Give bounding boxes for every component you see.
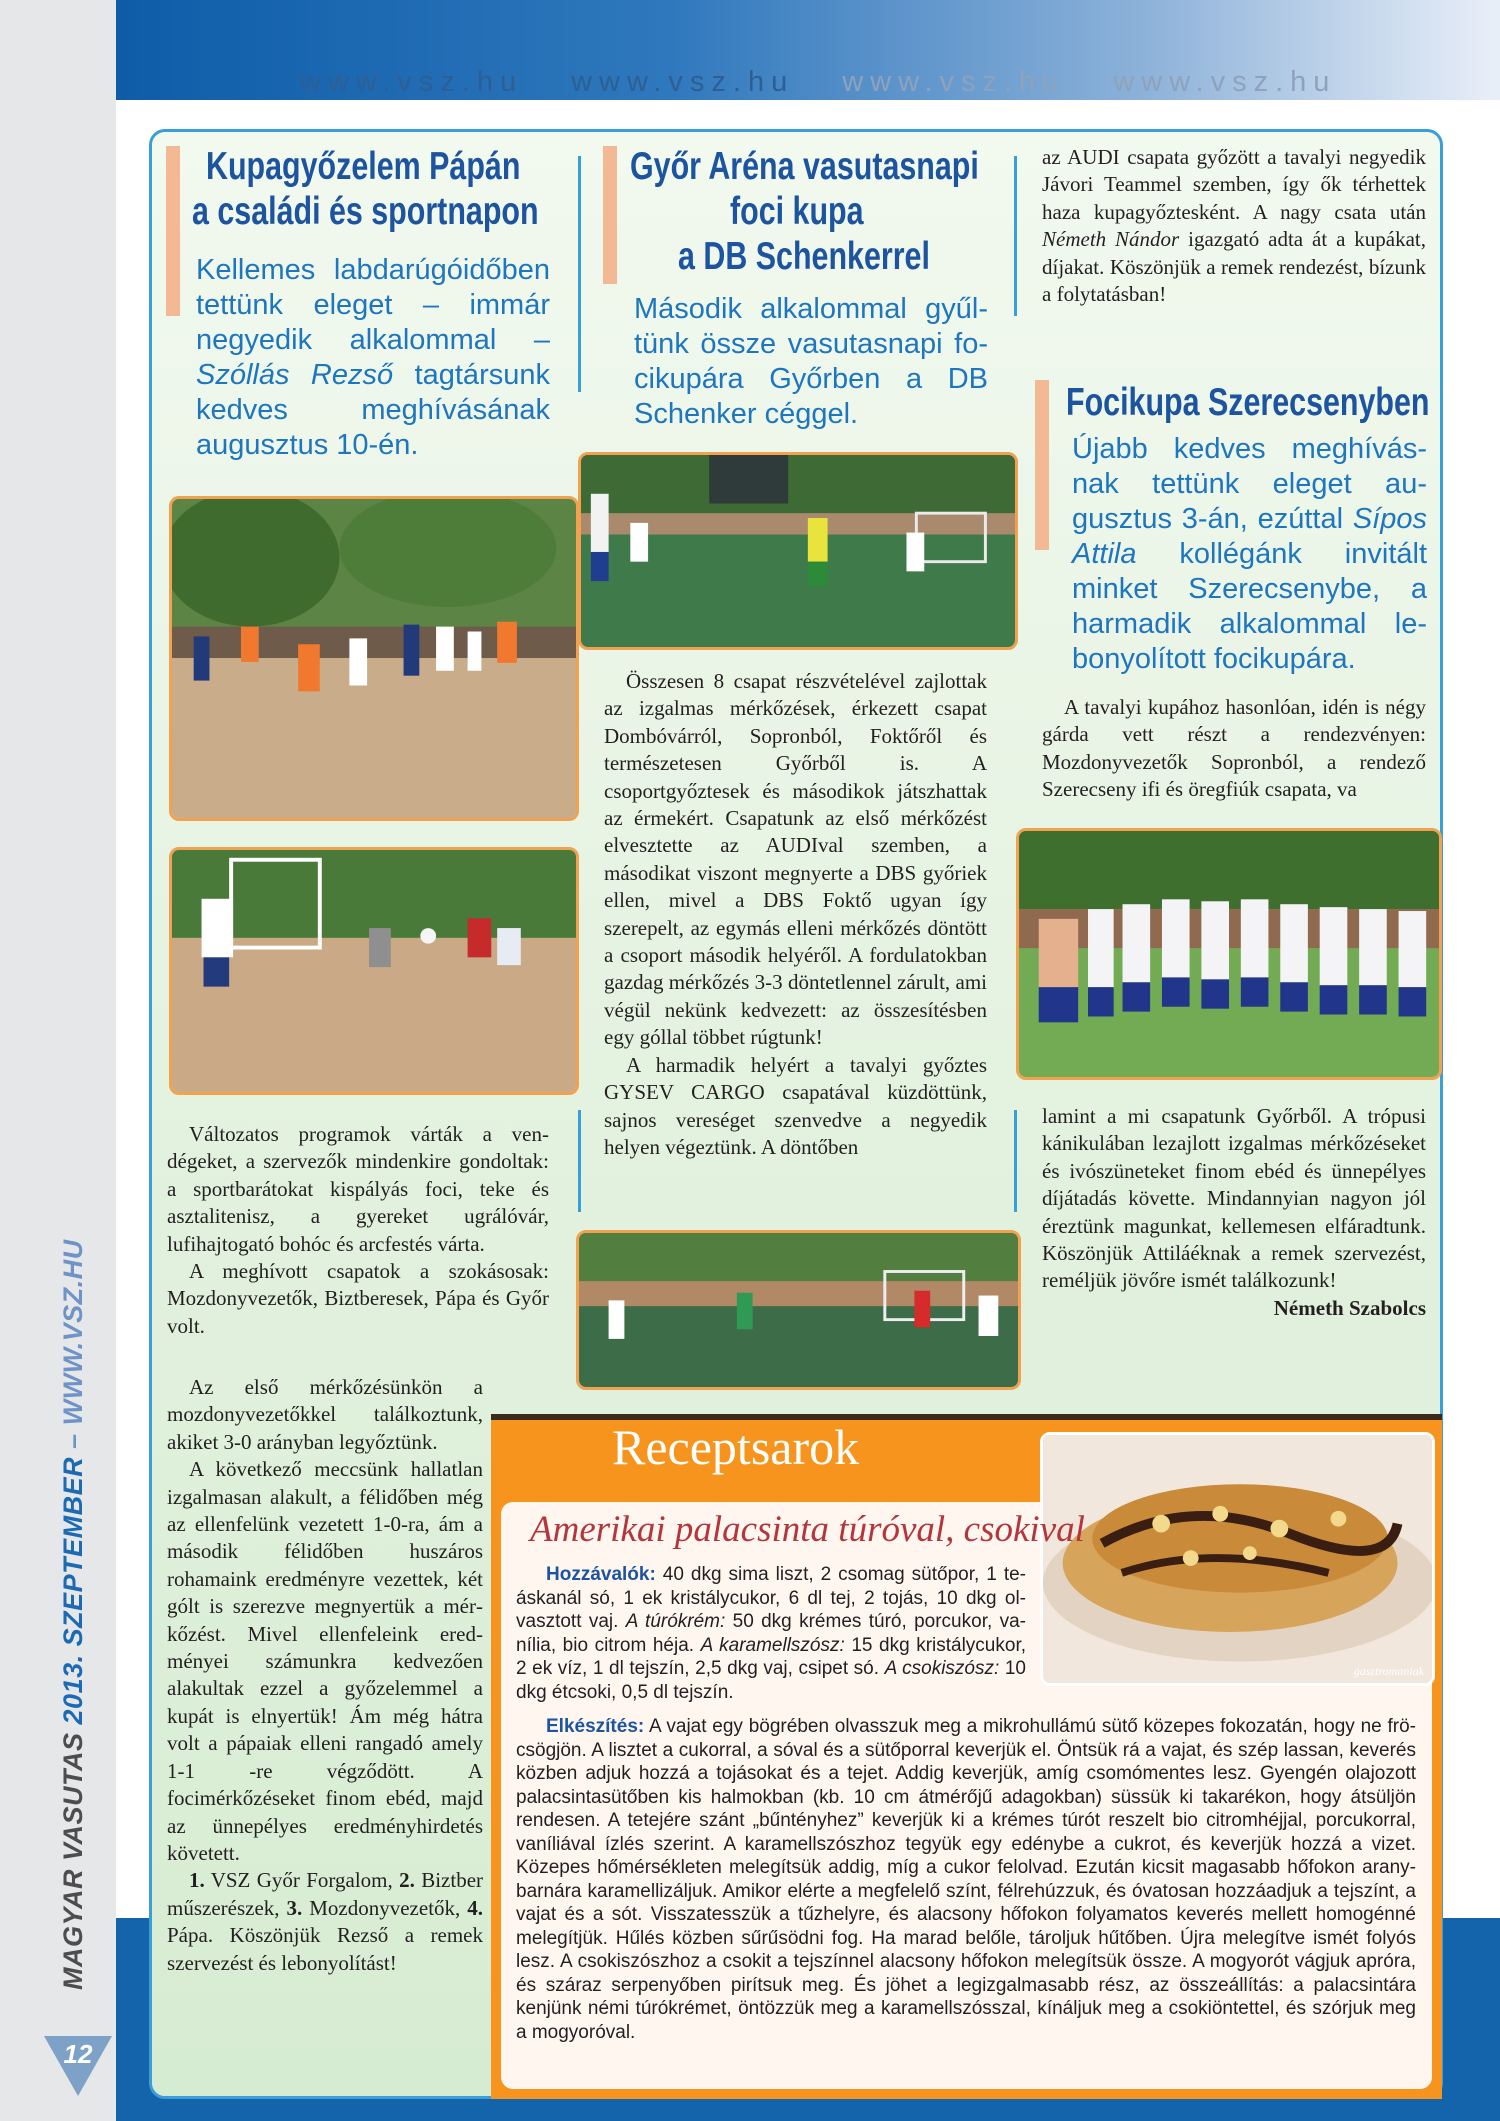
recipe-name: Amerikai palacsinta túróval, csokival [530, 1509, 1085, 1550]
ingredients-label: Hozzávalók: [546, 1564, 656, 1585]
column-divider [578, 1110, 581, 1212]
article2-headline [630, 144, 1000, 279]
lead-name: Sípos Attila [1072, 503, 1427, 570]
header-url[interactable]: www.vsz.hu [571, 66, 795, 98]
paragraph: lamint a mi csapatunk Győrből. A trópusi kánikulában lezajlott izgalmas mérkőzéseket és ivószüneteket finom ebéd és ünnepélyes díjátadás követte. Mindannyian nagyon jól éreztünk magunkat, kellemesen elfáradtunk. Köszönjük Attiláéknak a remek szervezést, reméljük jövőre ismét találkozunk! [1042, 1104, 1426, 1293]
article1-headline [192, 144, 572, 234]
football-photo [169, 847, 579, 1095]
headline-line: Kupagyőzelem Pápán [206, 145, 521, 188]
paragraph: Változatos programok várták a vendégeket, a szervezők mindenkire gondoltak: a sportbarátokat kispályás foci, teke és asztalitenisz, a gyereket ugrálóvár, lufihajtogató bohóc és arcfestés várta. [167, 1122, 549, 1256]
pancake-photo [1040, 1432, 1435, 1686]
column-divider [1014, 1110, 1017, 1212]
article3-lead: Újabb kedves meghívásnak tettünk eleget augusztus 3-án, ezúttal Sípos Attila kollégánk invitált minket Szerecsenybe, a harmadik alkalommal lebonyolított focikupára. [1072, 433, 1427, 675]
spine-web: WWW.VSZ.HU [58, 1239, 88, 1426]
lead-name: Szóllás Rezső [196, 359, 394, 391]
recipe-preparation: Elkészítés: A vajat egy bögrében olvasszuk meg a mikrohullámú sütő közepes fokozatán, hogy ne fröcsögjön. A lisztet a cukorral, a sóval és a sütőporral keverjük el. Öntsük rá a vajat, és szép lassan, keverés közben adjuk hozzá a tojásokat és a tejet. Addig keverjük, amíg csomómentes lesz. Gyengén olajozott palacsintasütőben kis halmokban (kb. 10 cm átmérőjű adagokban) süssük ki takarékon, hogy átsüljön rendesen. A tetejére szánt „bűntényhez” keverjük ki a krémes túrót reszelt bio citromhéjjal, porcukorral, vaníliával ízlés szerint. A karamellszószhoz tegyük egy edénybe a cukrot, és keverjük hozzá a vizet. Közepes hőmérsékleten melegítsük addig, míg a cukor felolvad. Ezután kicsit magasabb hőfokon aranybarnára karamellizáljuk. Amikor elérte a megfelelő színt, félrehúzzuk, és óvatosan hozzáadjuk a tejszínt, a vajat és a sót. Visszatesszük a tűzhelyre, és alacsony hőfokon folyamatos keverés mellett homogénné melegítjük. Hűlés közben sűrűsödni fog. Ha marad belőle, tároljuk hűtőben. Újra melegítve ismét folyós lesz. A csokiszószhoz a csokit a tejszínnel alacsony hőfokon melegítsük össze. A mogyorót vágjuk apróra, és száraz serpenyőben pirítsuk meg. És jöhet a legizgalmasabb rész, az összeállítás: a palacsintára kenjünk némi túrókrémet, öntözzük meg a karamellszósszal, kínáljuk meg a csokiöntettel, és szórjuk meg a mogyoróval. [516, 1716, 1416, 2043]
article3-body [1042, 694, 1426, 804]
headline-accent [1035, 380, 1049, 550]
paragraph: az AUDI csapata győzött a tavalyi negyedik Jávori Teammel szemben, így ők térhettek haza kupagyőztesként. A nagy csata után Németh Nándor igazgató adta át a kupákat, díjakat. Köszönjük a remek rendezést, bízunk a folytatásban! [1042, 145, 1427, 307]
article2-lead: Második alkalommal gyűltünk össze vasutasnapi focikupára Győrben a DB Schenker céggel. [634, 293, 988, 430]
recipe-ingredients: Hozzávalók: 40 dkg sima liszt, 2 csomag sütőpor, 1 teáskanál só, 1 ek kristálycukor, 6 dl tej, 2 tojás, 10 dkg olvasztott vaj. A túrókrém: 50 dkg krémes túró, porcukor, vanília, bio citrom héja. A karamellszósz: 15 dkg kristálycukor, 2 ek víz, 1 dl tejszín, 2,5 dkg vaj, csipet só. A csokiszósz: 10 dkg étcsoki, 0,5 dl tejszín. [516, 1564, 1027, 1703]
header-urls [300, 66, 1337, 106]
article1-body-narrow [167, 1374, 483, 1977]
magazine-name: MAGYAR VASUTAS [58, 1732, 88, 1990]
column-divider [1014, 156, 1017, 316]
results-paragraph: 1. VSZ Győr Forgalom, 2. Biztber műszerészek, 3. Mozdonyvezetők, 4. Pápa. Köszönjük Rezső a remek szervezést és lebonyolítást! [167, 1868, 484, 1975]
column-divider [578, 156, 581, 392]
person-name: Németh Nándor [1042, 227, 1180, 252]
article3-headline: Focikupa Szerecsenyben [1066, 381, 1430, 424]
headline-accent [166, 146, 180, 316]
headline-line: a családi és sportnapon [192, 190, 539, 233]
team-photo [1016, 828, 1442, 1080]
spine-title [58, 1239, 89, 1990]
header-url[interactable]: www.vsz.hu [842, 66, 1066, 98]
article2-body [604, 668, 987, 1161]
paragraph: A harmadik helyért a tavalyi győztes GYSEV CARGO csapatával küzdöttünk, sajnos vereséget szenvedve a negyedik helyen végeztünk. A döntőben [604, 1052, 987, 1159]
headline-line: foci kupa [730, 190, 864, 233]
article1-body [167, 1121, 549, 1340]
article1-lead: Kellemes labdarúgóidőben tettünk eleget – immár negyedik alkalommal – Szóllás Rezső tagtársunk kedves meghívásának augusztus 10-én. [196, 254, 550, 461]
headline-line: a DB Schenkerrel [678, 235, 930, 278]
signature: Németh Szabolcs [1273, 1295, 1426, 1320]
issue-date: 2013. SZEPTEMBER [58, 1456, 88, 1725]
header-url[interactable]: www.vsz.hu [1113, 66, 1337, 98]
recipe-section-title: Receptsarok [612, 1419, 860, 1475]
paragraph: A következő meccsünk hallatlan izgalmasan alakult, a félidőben még az ellenfelünk vezetett 1-0-ra, ám a második félidőben huszáros rohamaink eredményre vezettek, két gólt is szerezve megnyertük a mérkőzést. Mivel ellenfeleink eredményei számunkra kedvezően alakultak ezzel a győzelemmel a kupát is elnyertük! Ám még hátra volt a pápaiak elleni rangadó amely 1-1 -re végződött. A focimérkőzéseket finom ebéd, majd az ünnepélyes eredményhirdetés követett. [167, 1457, 483, 1865]
paragraph: Összesen 8 csapat részvételével zajlottak az izgalmas mérkőzések, érkezett csapat Dombóvárról, Sopronból, Foktőről és természetesen Győrből is. A csoportgyőztesek és másodikok játszhattak az érmekért. Csapatunk az első mérkőzést elvesztette az AUDIval szemben, a másodikat viszont megnyerte a DBS győriek ellen, mivel a DBS Foktő ugyan így szerepelt, az egymás elleni mérkőzés döntött a csoport második helyéről. A fordulatokban gazdag mérkőzés 3-3 döntetlennel zárult, ami végül nekünk kedvezett: az összesítésben egy góllal többet rúgtunk! [604, 669, 987, 1050]
preparation-label: Elkészítés: [546, 1716, 645, 1737]
football-photo [578, 452, 1018, 650]
headline-accent [603, 146, 617, 284]
spine-separator: – [58, 1425, 88, 1457]
paragraph: A tavalyi kupához hasonlóan, idén is négy gárda vett részt a rendezvényen: Mozdonyvezetők Sopronból, a rendező Szerecseny ifi és öregfiúk csapata, va [1042, 695, 1426, 802]
paragraph: A meghívott csapatok a szokásosak: Mozdonyvezetők, Biztberesek, Pápa és Győr volt. [167, 1259, 549, 1338]
photo-credit: gasztromaniak [1353, 1664, 1424, 1678]
football-photo [169, 496, 579, 821]
headline-line: Győr Aréna vasutasnapi [630, 145, 979, 188]
header-url[interactable]: www.vsz.hu [300, 66, 524, 98]
paragraph: Az első mérkőzésünkön a mozdonyvezetőkkel találkoztunk, akiket 3-0 arányban legyőztünk. [167, 1375, 483, 1454]
article3-body-continued [1042, 1103, 1426, 1322]
football-photo [576, 1230, 1021, 1390]
article2-continuation [1042, 144, 1426, 308]
page-number: 12 [63, 2039, 93, 2069]
